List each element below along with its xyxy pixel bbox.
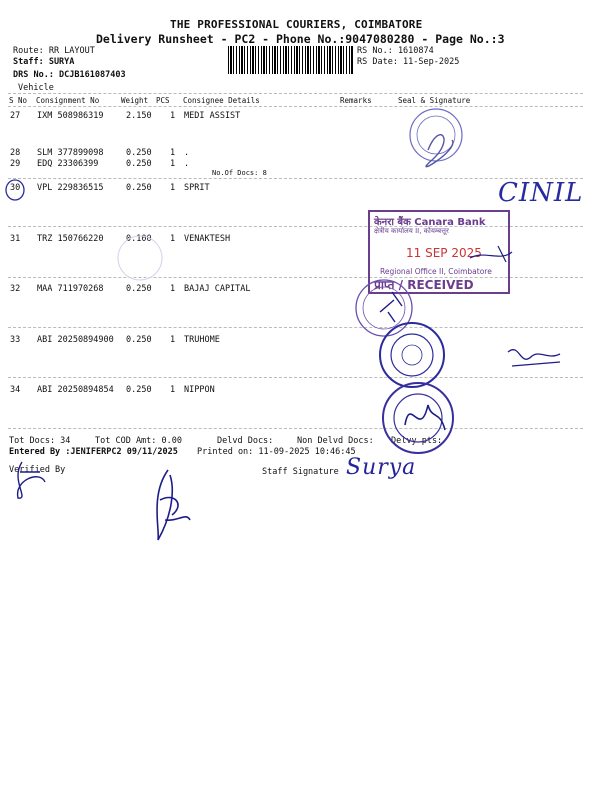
row-pcs: 1 (170, 284, 176, 294)
row-weight: 0.250 (126, 385, 152, 395)
col-remarks: Remarks (340, 96, 372, 105)
row-weight: 2.150 (126, 111, 152, 121)
row-sno: 28 (10, 148, 21, 158)
total-docs: Tot Docs: 34 (9, 436, 71, 446)
verified-by-signature (18, 462, 45, 498)
row-consignee: . (184, 148, 190, 158)
row-consignment: SLM 377899098 (37, 148, 104, 158)
no-of-docs: No.Of Docs: 8 (212, 169, 267, 177)
staff-label: Staff: SURYA (13, 57, 75, 67)
stamp-bank-name: केनरा बैंक Canara Bank (374, 217, 486, 228)
runsheet-title: Delivery Runsheet - PC2 - Phone No.:9047080280 - Page No.:3 (96, 32, 505, 46)
seal-row32 (356, 280, 412, 336)
stamp-date: 11 SEP 2025 (406, 246, 482, 260)
row-consignment: ABI 20250894854 (37, 385, 114, 395)
row-consignee: MEDI ASSIST (184, 111, 241, 121)
row-sno: 34 (10, 385, 21, 395)
route-label: Route: RR LAYOUT (13, 46, 95, 56)
delivery-points: Delvy pts: (391, 436, 443, 446)
drs-number: DRS No.: DCJB161087403 (13, 70, 126, 80)
row-pcs: 1 (170, 111, 176, 121)
row-pcs: 1 (170, 385, 176, 395)
row-sno: 30 (10, 183, 21, 193)
entered-by-signature (157, 470, 190, 540)
seal-row34 (383, 383, 453, 453)
row-pcs: 1 (170, 335, 176, 345)
stamp-region: Regional Office II, Coimbatore (380, 267, 492, 276)
col-seal: Seal & Signature (398, 96, 471, 105)
row-pcs: 1 (170, 148, 176, 158)
company-title: THE PROFESSIONAL COURIERS, COIMBATORE (170, 18, 423, 31)
row-consignment: VPL 229836515 (37, 183, 104, 193)
row-consignment: MAA 711970268 (37, 284, 104, 294)
row-weight: 0.250 (126, 148, 152, 158)
staff-signature-handwriting: Surya (346, 455, 417, 480)
row-sno: 27 (10, 111, 21, 121)
row-consignee: . (184, 159, 190, 169)
row-pcs: 1 (170, 234, 176, 244)
signature-row33 (508, 350, 560, 366)
entered-by: Entered By :JENIFERPC2 09/11/2025 (9, 447, 178, 457)
row-consignment: ABI 20250894900 (37, 335, 114, 345)
non-delivered-docs: Non Delvd Docs: (297, 436, 374, 446)
vehicle-label: Vehicle (18, 83, 54, 93)
printed-on: Printed on: 11-09-2025 10:46:45 (197, 447, 356, 457)
row-consignee: TRUHOME (184, 335, 220, 345)
row-consignment: TRZ 150766220 (37, 234, 104, 244)
row-weight: 0.100 (126, 234, 152, 244)
row-consignment: EDQ 23306399 (37, 159, 99, 169)
handwritten-note: CINIL (498, 178, 584, 208)
total-cod: Tot COD Amt: 0.00 (95, 436, 182, 446)
col-pcs: PCS (156, 96, 170, 105)
rs-date: RS Date: 11-Sep-2025 (357, 57, 460, 67)
seal-row27 (410, 109, 462, 167)
stamp-received: प्राप्त / RECEIVED (374, 278, 474, 292)
row-consignee: SPRIT (184, 183, 210, 193)
row-consignee: VENAKTESH (184, 234, 231, 244)
row-sno: 33 (10, 335, 21, 345)
row-consignee: BAJAJ CAPITAL (184, 284, 251, 294)
row-weight: 0.250 (126, 183, 152, 193)
staff-signature-label: Staff Signature (262, 467, 339, 477)
col-consignment: Consignment No (36, 96, 100, 105)
row-weight: 0.250 (126, 284, 152, 294)
col-sno: S No (9, 96, 28, 105)
row-sno: 32 (10, 284, 21, 294)
stamp-office-hindi: क्षेत्रीय कार्यालय II, कोयम्बत्तूर (374, 227, 449, 235)
row-sno: 29 (10, 159, 21, 169)
row-sno: 31 (10, 234, 21, 244)
row-consignee: NIPPON (184, 385, 215, 395)
truhome-seal (380, 323, 444, 387)
rs-number: RS No.: 1610874 (357, 46, 434, 56)
row30-circle-mark (6, 180, 24, 200)
col-consignee: Consignee Details (183, 96, 260, 105)
row-weight: 0.250 (126, 159, 152, 169)
row-weight: 0.250 (126, 335, 152, 345)
col-weight: Weight (121, 96, 149, 105)
row-pcs: 1 (170, 183, 176, 193)
delivered-docs: Delvd Docs: (217, 436, 274, 446)
verified-by: Verified By (9, 465, 66, 475)
row-pcs: 1 (170, 159, 176, 169)
row-consignment: IXM 508986319 (37, 111, 104, 121)
